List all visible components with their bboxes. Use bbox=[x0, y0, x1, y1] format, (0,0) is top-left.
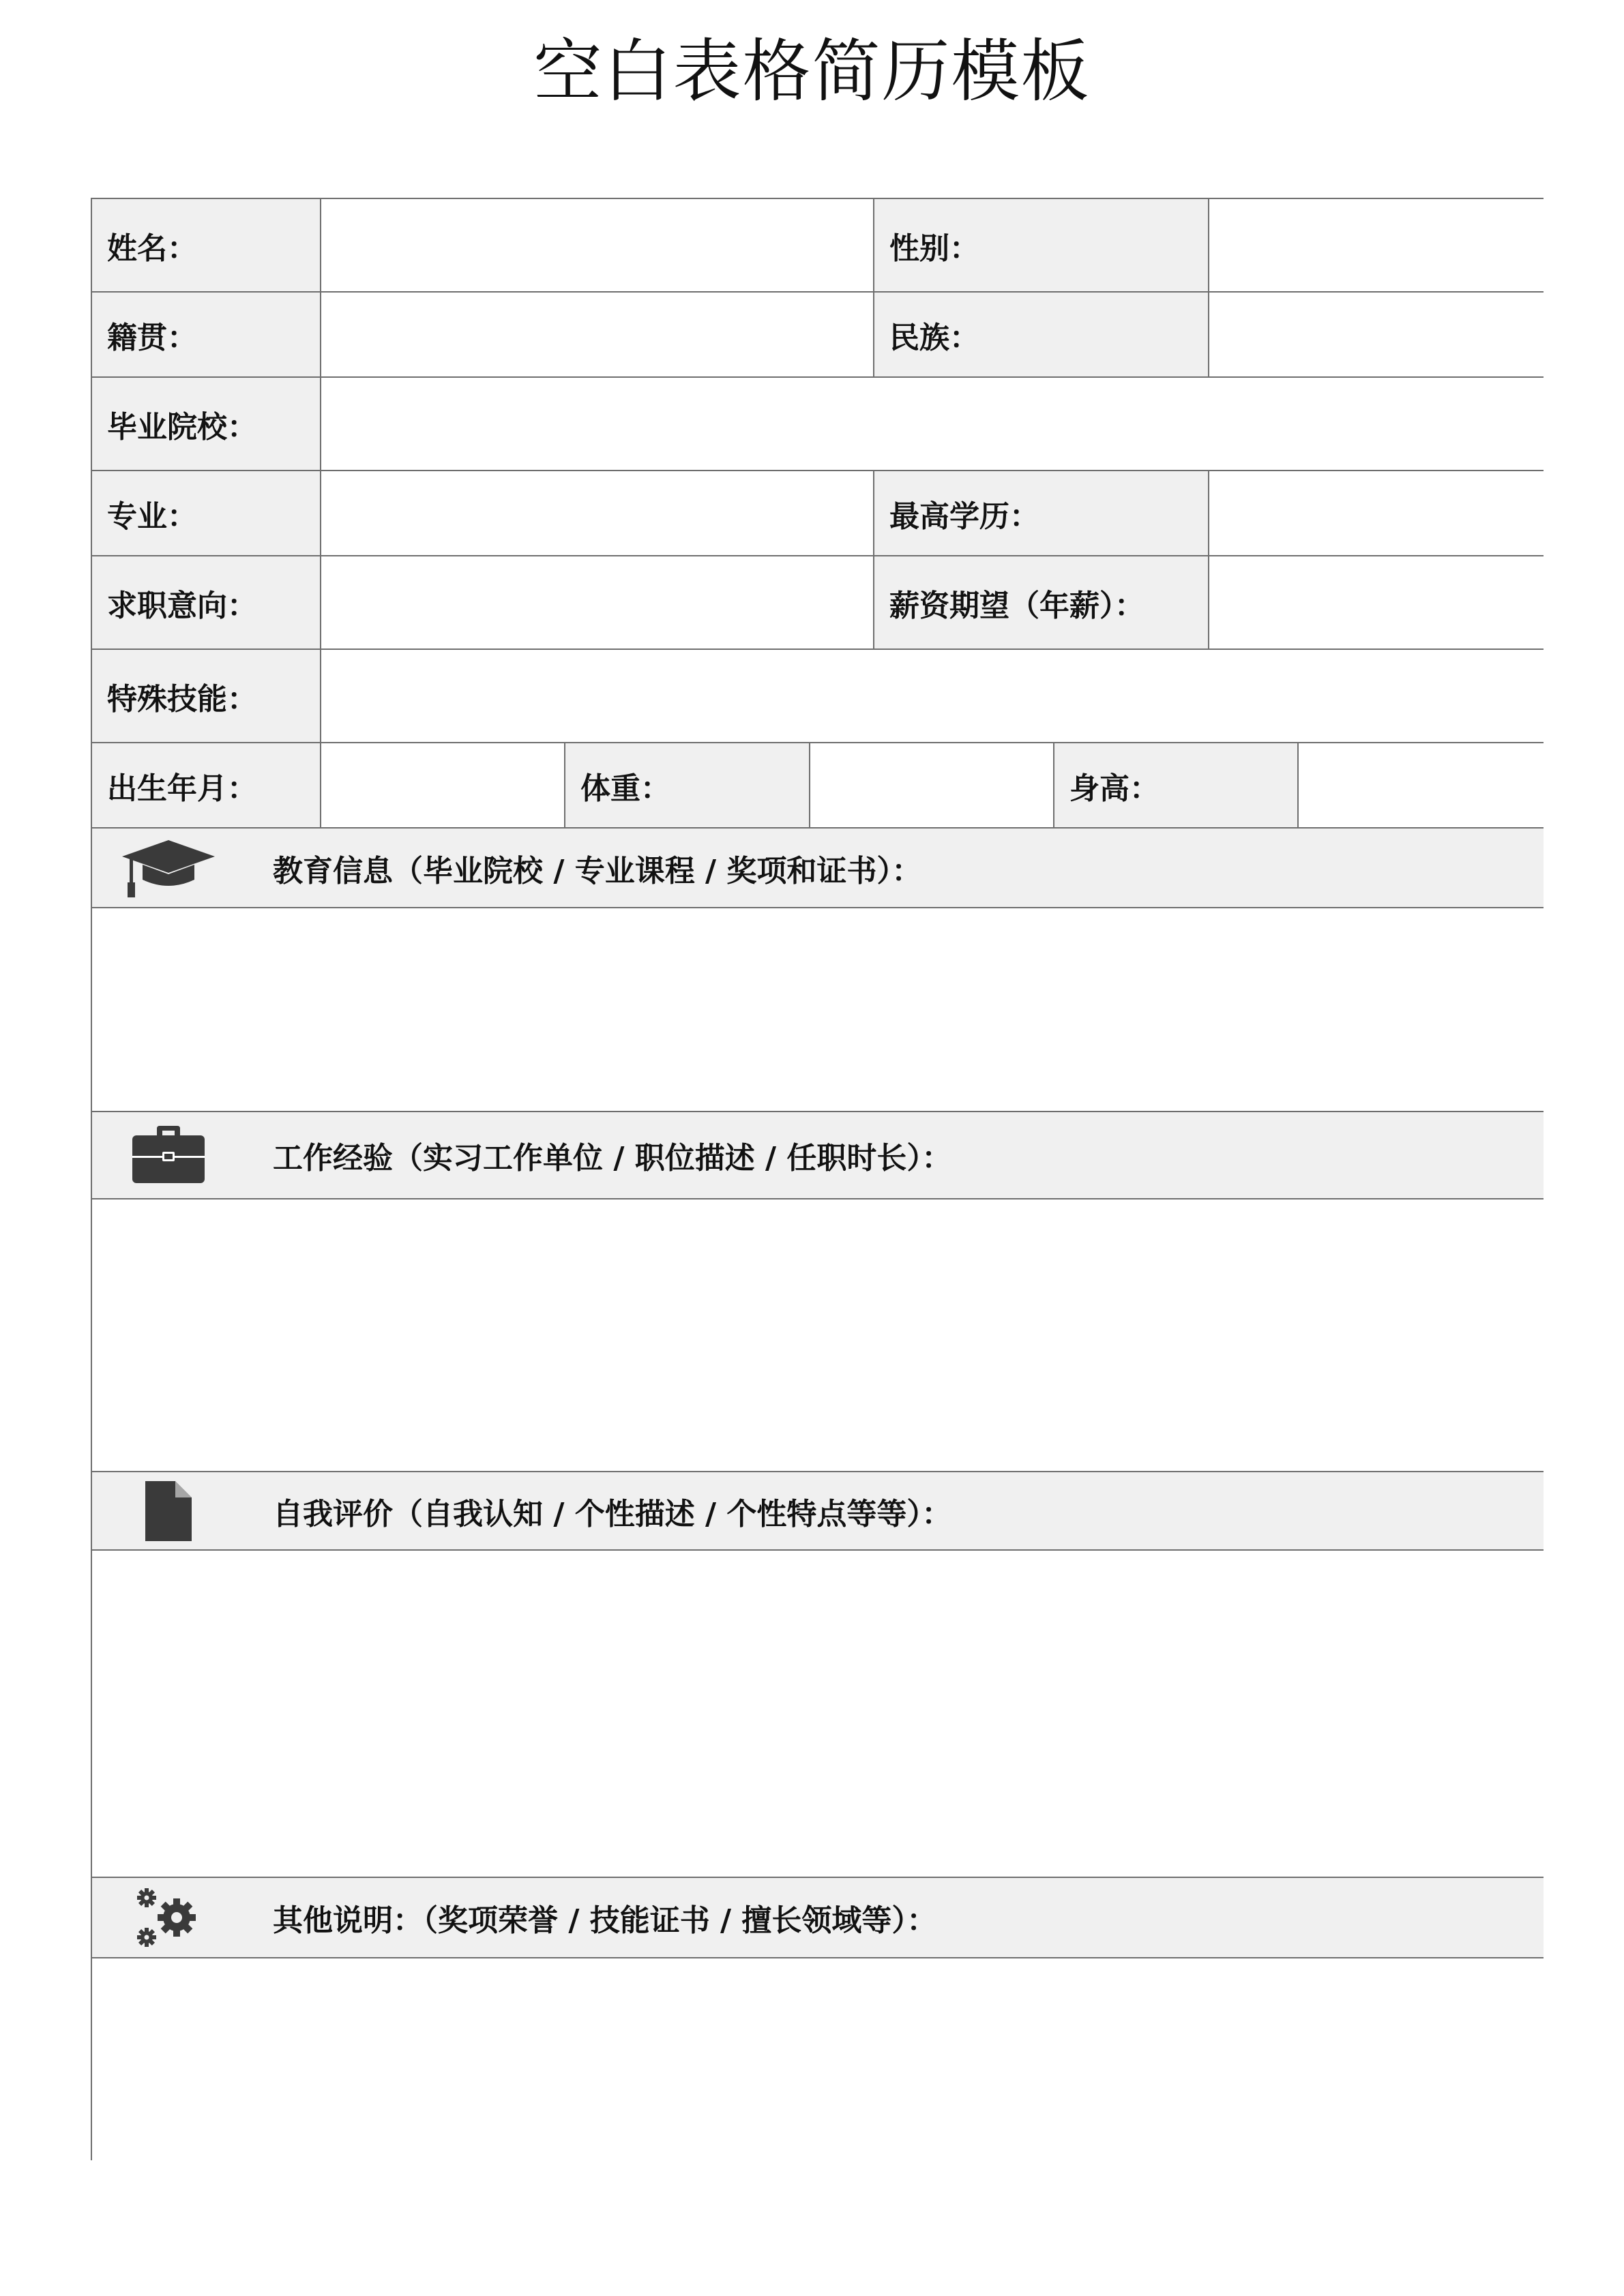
resume-form bbox=[91, 198, 1544, 2160]
other-section-header bbox=[92, 1878, 1544, 1958]
name-label: 姓名： bbox=[92, 199, 321, 293]
name-field[interactable] bbox=[321, 199, 874, 293]
major-field[interactable] bbox=[321, 471, 874, 556]
job-intention-label: 求职意向： bbox=[92, 556, 321, 650]
document-icon bbox=[121, 1480, 216, 1542]
work-section-title: 工作经验（实习工作单位 / 职位描述 / 任职时长）： bbox=[273, 1141, 952, 1176]
skills-label: 特殊技能： bbox=[92, 650, 321, 743]
gender-label: 性别： bbox=[874, 199, 1209, 293]
self-eval-section-title: 自我评价（自我认知 / 个性描述 / 个性特点等等）： bbox=[273, 1496, 952, 1532]
education-section-header bbox=[92, 829, 1544, 908]
school-field[interactable] bbox=[321, 378, 1544, 471]
birth-label: 出生年月： bbox=[92, 743, 321, 829]
work-section-header bbox=[92, 1112, 1544, 1199]
page-title: 空白表格简历模板 bbox=[533, 31, 1091, 111]
gears-icon bbox=[121, 1887, 216, 1948]
school-label: 毕业院校： bbox=[92, 378, 321, 471]
briefcase-icon bbox=[121, 1126, 216, 1184]
education-label: 最高学历： bbox=[874, 471, 1209, 556]
native-place-label: 籍贯： bbox=[92, 293, 321, 378]
height-field[interactable] bbox=[1299, 743, 1544, 829]
birth-field[interactable] bbox=[321, 743, 565, 829]
ethnicity-field[interactable] bbox=[1209, 293, 1544, 378]
education-section-title: 教育信息（毕业院校 / 专业课程 / 奖项和证书）： bbox=[273, 853, 922, 889]
other-section-title: 其他说明：（奖项荣誉 / 技能证书 / 擅长领域等）： bbox=[273, 1903, 937, 1938]
salary-field[interactable] bbox=[1209, 556, 1544, 650]
height-label: 身高： bbox=[1054, 743, 1299, 829]
salary-label: 薪资期望（年薪）： bbox=[874, 556, 1209, 650]
other-section-body[interactable] bbox=[92, 1958, 1544, 2160]
ethnicity-label: 民族： bbox=[874, 293, 1209, 378]
graduation-cap-icon bbox=[121, 837, 216, 899]
education-section-body[interactable] bbox=[92, 908, 1544, 1112]
work-section-body[interactable] bbox=[92, 1199, 1544, 1472]
self-eval-section-header bbox=[92, 1472, 1544, 1551]
education-field[interactable] bbox=[1209, 471, 1544, 556]
major-label: 专业： bbox=[92, 471, 321, 556]
native-place-field[interactable] bbox=[321, 293, 874, 378]
weight-label: 体重： bbox=[565, 743, 810, 829]
weight-field[interactable] bbox=[810, 743, 1054, 829]
skills-field[interactable] bbox=[321, 650, 1544, 743]
job-intention-field[interactable] bbox=[321, 556, 874, 650]
gender-field[interactable] bbox=[1209, 199, 1544, 293]
self-eval-section-body[interactable] bbox=[92, 1551, 1544, 1878]
